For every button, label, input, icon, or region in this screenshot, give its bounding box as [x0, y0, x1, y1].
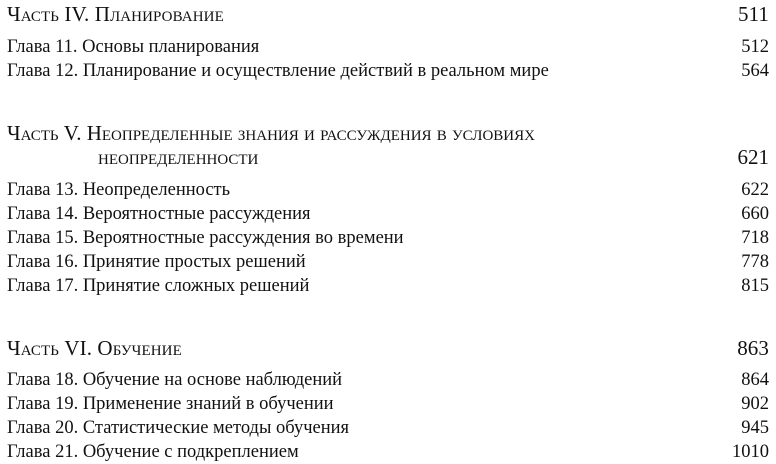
chapter-title: Глава 14. Вероятностные рассуждения [7, 204, 311, 224]
chapter-title: Глава 13. Неопределенность [7, 180, 231, 200]
chapter-page-number: 945 [741, 418, 769, 438]
chapter-page-number: 564 [741, 61, 769, 81]
part-vi [7, 336, 769, 360]
chapter-page-number: 902 [741, 394, 769, 414]
chapter-row [7, 416, 769, 440]
chapter-row [7, 178, 769, 202]
part-heading [7, 2, 769, 26]
chapter-page-number: 1010 [732, 442, 769, 462]
part-v [7, 121, 769, 169]
part-title: Часть VI. Обучение [7, 336, 182, 360]
chapter-row [7, 202, 769, 226]
chapter-row [7, 226, 769, 250]
chapter-row [7, 250, 769, 274]
part-heading [7, 336, 769, 360]
chapter-row [7, 274, 769, 298]
chapter-page-number: 778 [741, 252, 769, 272]
chapter-title: Глава 15. Вероятностные рассуждения во времени [7, 228, 404, 248]
chapter-row [7, 35, 769, 59]
chapter-page-number: 622 [741, 180, 769, 200]
part-page-number: 621 [737, 145, 769, 169]
chapter-page-number: 864 [741, 370, 769, 390]
part-title: Часть IV. Планирование [7, 2, 224, 26]
chapter-title: Глава 11. Основы планирования [7, 37, 260, 57]
chapter-page-number: 512 [741, 37, 769, 57]
part-iv [7, 2, 769, 26]
chapter-title: Глава 19. Применение знаний в обучении [7, 394, 334, 414]
part-page-number: 511 [737, 2, 769, 26]
part-title-continued: неопределенности [98, 145, 259, 169]
chapter-title: Глава 17. Принятие сложных решений [7, 276, 310, 296]
chapter-title: Глава 18. Обучение на основе наблюдений [7, 370, 343, 390]
part-heading [7, 145, 769, 169]
chapter-row [7, 368, 769, 392]
chapter-row [7, 59, 769, 83]
part-page-number: 863 [737, 336, 769, 360]
chapter-title: Глава 16. Принятие простых решений [7, 252, 306, 272]
chapter-title: Глава 12. Планирование и осуществление действий в реальном мире [7, 61, 549, 81]
chapter-row [7, 392, 769, 416]
chapter-page-number: 815 [741, 276, 769, 296]
chapter-page-number: 718 [741, 228, 769, 248]
chapter-page-number: 660 [741, 204, 769, 224]
part-title: Часть V. Неопределенные знания и рассуждения в условиях [7, 121, 535, 145]
chapter-row [7, 440, 769, 464]
chapter-title: Глава 21. Обучение с подкреплением [7, 442, 299, 462]
chapter-title: Глава 20. Статистические методы обучения [7, 418, 350, 438]
